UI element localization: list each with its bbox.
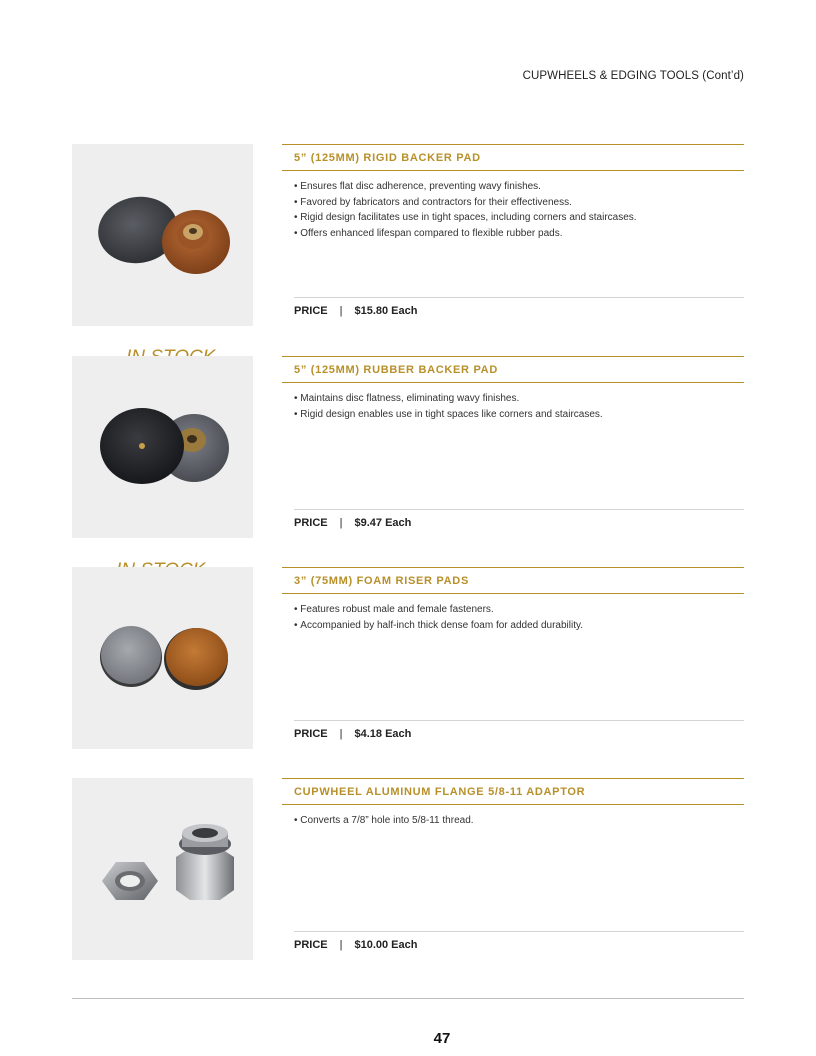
feature-list xyxy=(294,813,474,829)
product-image-rigid-backer-pad xyxy=(72,144,253,326)
price-separator: | xyxy=(339,517,343,529)
feature-item: • Accompanied by half-inch thick dense foam for added durability. xyxy=(294,618,583,634)
product-title-bar xyxy=(282,778,744,805)
price-separator: | xyxy=(339,939,343,951)
feature-item: • Converts a 7/8” hole into 5/8-11 thread. xyxy=(294,813,474,829)
price-label: PRICE xyxy=(294,517,328,529)
product-title: 5” (125MM) RUBBER BACKER PAD xyxy=(294,364,498,376)
product-title: CUPWHEEL ALUMINUM FLANGE 5/8-11 ADAPTOR xyxy=(294,786,586,798)
price-separator: | xyxy=(339,305,343,317)
price-label: PRICE xyxy=(294,305,328,317)
price-value: $9.47 Each xyxy=(354,517,412,529)
feature-list xyxy=(294,391,603,422)
feature-item: • Offers enhanced lifespan compared to flexible rubber pads. xyxy=(294,226,637,242)
product-foam-riser-pads xyxy=(72,567,744,749)
feature-list xyxy=(294,179,637,241)
footer-divider xyxy=(72,998,744,999)
feature-item: • Features robust male and female fasteners. xyxy=(294,602,583,618)
price-value: $10.00 Each xyxy=(354,939,418,951)
section-header: CUPWHEELS & EDGING TOOLS (Cont’d) xyxy=(522,70,744,82)
product-title-bar xyxy=(282,356,744,383)
feature-item: • Maintains disc flatness, eliminating wavy finishes. xyxy=(294,391,603,407)
price-value: $4.18 Each xyxy=(354,728,412,740)
feature-list xyxy=(294,602,583,633)
product-image-rubber-backer-pad xyxy=(72,356,253,538)
product-title: 5” (125MM) RIGID BACKER PAD xyxy=(294,152,481,164)
price-row xyxy=(294,305,417,317)
product-title-bar xyxy=(282,567,744,594)
price-value: $15.80 Each xyxy=(354,305,418,317)
price-row xyxy=(294,939,417,951)
product-image-flange-adaptor xyxy=(72,778,253,960)
product-aluminum-flange-adaptor xyxy=(72,778,744,960)
price-row xyxy=(294,517,411,529)
product-title-bar xyxy=(282,144,744,171)
price-label: PRICE xyxy=(294,728,328,740)
feature-item: • Ensures flat disc adherence, preventing wavy finishes. xyxy=(294,179,637,195)
product-title: 3” (75MM) FOAM RISER PADS xyxy=(294,575,469,587)
price-row xyxy=(294,728,411,740)
product-rubber-backer-pad xyxy=(72,356,744,538)
price-label: PRICE xyxy=(294,939,328,951)
feature-item: • Rigid design facilitates use in tight spaces, including corners and staircases. xyxy=(294,210,637,226)
product-image-foam-riser-pads xyxy=(72,567,253,749)
feature-item: • Rigid design enables use in tight spaces like corners and staircases. xyxy=(294,407,603,423)
price-divider xyxy=(294,509,744,510)
price-separator: | xyxy=(339,728,343,740)
price-divider xyxy=(294,931,744,932)
product-rigid-backer-pad xyxy=(72,144,744,326)
price-divider xyxy=(294,720,744,721)
feature-item: • Favored by fabricators and contractors for their effectiveness. xyxy=(294,195,637,211)
page-number: 47 xyxy=(433,1030,451,1047)
price-divider xyxy=(294,297,744,298)
